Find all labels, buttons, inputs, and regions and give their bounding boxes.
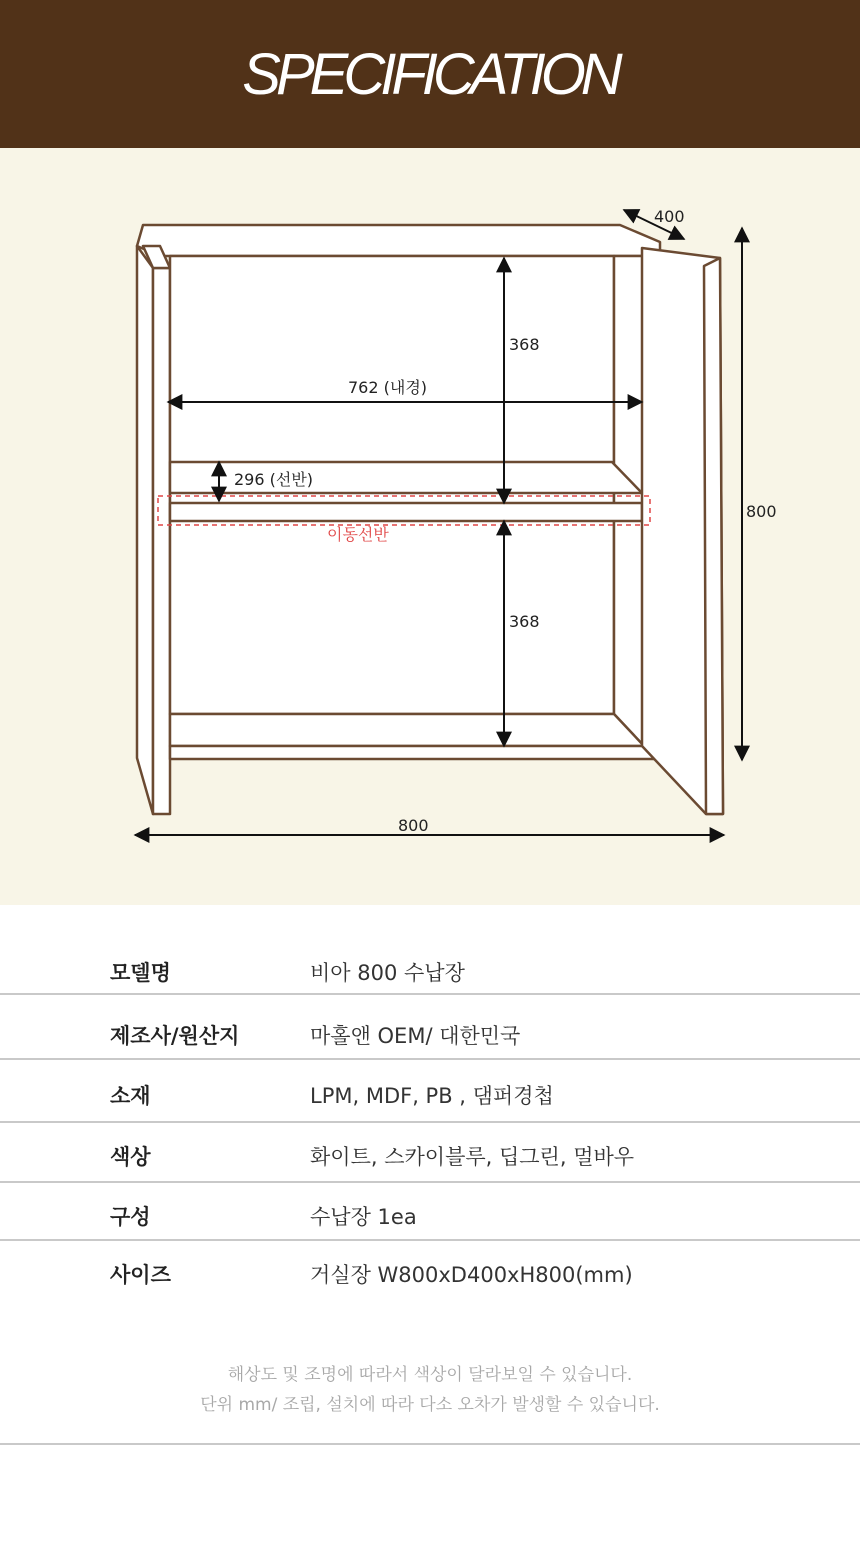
spec-row-model	[0, 935, 860, 995]
spec-value: LPM, MDF, PB , 댐퍼경첩	[310, 1084, 554, 1108]
spec-row-color	[0, 1123, 860, 1183]
depth-label: 400	[654, 207, 685, 226]
spec-value: 거실장 W800xD400xH800(mm)	[310, 1263, 633, 1287]
left-side-front	[153, 268, 170, 814]
bottom-front	[170, 746, 654, 759]
spec-table	[0, 935, 860, 1301]
cabinet-body	[137, 225, 723, 814]
door-edge	[704, 258, 723, 814]
shelf-front	[170, 503, 642, 521]
page-title: SPECIFICATION	[242, 42, 618, 107]
spec-row-composition	[0, 1183, 860, 1241]
right-inner-wall	[614, 256, 644, 746]
spec-row-size	[0, 1241, 860, 1301]
movable-shelf-label: 이동선반	[327, 525, 389, 544]
spec-label: 제조사/원산지	[110, 1024, 240, 1048]
spec-row-manufacturer	[0, 995, 860, 1060]
upper-height-label: 368	[509, 335, 540, 354]
spec-label: 색상	[110, 1145, 151, 1169]
shelf-space-label: 296 (선반)	[234, 470, 314, 489]
spec-label: 사이즈	[110, 1263, 171, 1287]
top-panel	[137, 225, 660, 256]
cabinet-diagram	[0, 148, 860, 905]
width-label: 800	[398, 816, 429, 835]
spec-label: 모델명	[110, 961, 171, 985]
left-side-panel	[137, 246, 153, 814]
height-label: 800	[746, 502, 777, 521]
color-disclaimer: 해상도 및 조명에 따라서 색상이 달라보일 수 있습니다.	[227, 1365, 633, 1385]
cabinet-drawing	[0, 148, 860, 905]
spec-label: 소재	[110, 1084, 151, 1108]
measurement-disclaimer: 단위 mm/ 조립, 설치에 따라 다소 오차가 발생할 수 있습니다.	[200, 1395, 660, 1415]
lower-height-label: 368	[509, 612, 540, 631]
bottom-divider	[0, 1443, 860, 1445]
inner-width-label: 762 (내경)	[348, 378, 428, 397]
disclaimer-notes	[0, 1360, 860, 1420]
spec-value: 화이트, 스카이블루, 딥그린, 멀바우	[310, 1145, 635, 1169]
spec-value: 마홀앤 OEM/ 대한민국	[310, 1024, 521, 1048]
header-banner	[0, 0, 860, 148]
spec-label: 구성	[110, 1205, 151, 1229]
bottom-floor	[170, 714, 644, 746]
spec-value: 비아 800 수납장	[310, 961, 465, 985]
spec-value: 수납장 1ea	[310, 1205, 417, 1229]
spec-row-material	[0, 1060, 860, 1123]
